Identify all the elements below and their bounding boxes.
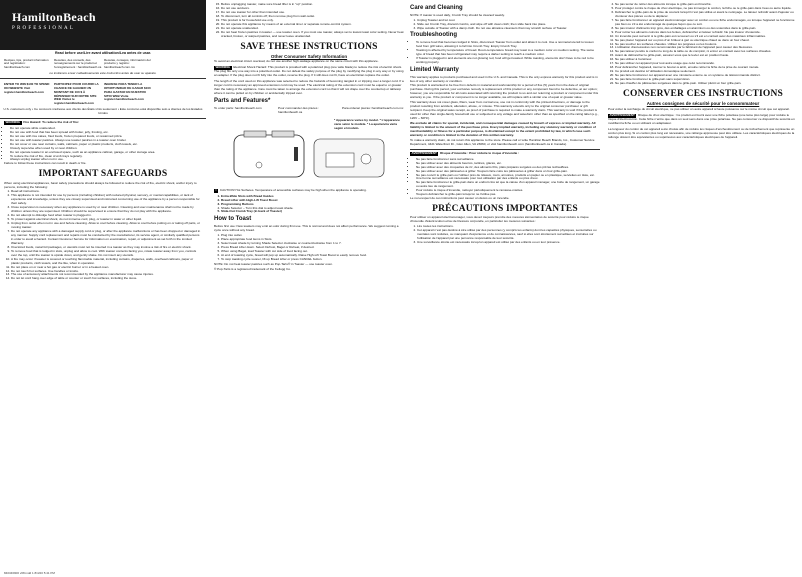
- list-item: • To reduce the risk of fire, clean crumb trays regularly.: [10, 155, 202, 159]
- list-item: • Do not use with food that has been spread with butter, jelly, frosting, etc.: [10, 131, 202, 135]
- logo-text: HamiltonBeach: [12, 10, 96, 24]
- fr-precautions-continued: [608, 3, 798, 86]
- list-item: 15. Before unplugging toaster, make sure bread lifter is in "up" position.: [221, 3, 404, 7]
- order-es: Para ordenar piezas: hamiltonbeach.com.mx: [342, 105, 404, 110]
- list-item: 5. Pour protéger contre le risque de choc électrique, ne pas immerger le cordon, la fiche ou le grille-pain dans l'eau ou autre liquide.: [615, 7, 798, 11]
- list-item: 4. Shade Selector – Turn this dial to adjust toast shade.: [221, 207, 404, 211]
- enter-en: ENTER TO WIN $100 TO SPEND ON WEBSITE Visit register.hamiltonbeach.com: [4, 82, 50, 94]
- list-item: 22. Do not heat frozen pastries in toaster — use toaster oven. If you must use toaster, always set to lowest toast color setting. Never heat cracked, broken, or warped pastries, and never leave unattended.: [221, 31, 404, 39]
- brand-logo: [12, 10, 96, 33]
- list-item: 19. This product is for household use only.: [221, 19, 404, 23]
- parts-title: Parts and Features*: [214, 98, 271, 105]
- list-item: 16. Ne pas utiliser à l'extérieur.: [615, 58, 798, 62]
- list-item: 18. Pour débrancher l'appareil, tourner le bouton à arrêt, ensuite retirer la fiche de la prise de courant murale.: [615, 66, 798, 70]
- list-item: • Ne pas couvrir le grille-pain ou l'utiliser près de rideaux, murs, armoires, produits en papier ou en plastique, serviettes en tissu, etc.: [416, 174, 600, 178]
- consumer-safety-title: Other Consumer Safety Information: [270, 53, 348, 59]
- how-intro: Before first use: New toasters may emit an odor during first use. This is normal and does not affect performance. We suggest running a cycle once without any bread.: [214, 224, 399, 233]
- list-item: 2. Cet appareil n'est pas destiné à être utilisé par des personnes (y compris les enfants) dont les capacités physiques, sensorielles ou mentales sont réduites, ou manquant d'expérience et de connaissances, sauf si elles sont étroitement surveillées et instruites sur l'utilisation de l'appareil par une personne responsable de leur sécurité.: [417, 229, 600, 241]
- list-item: 2. Place appropriate food items in Slots.: [221, 238, 404, 242]
- list-item: 4. Press Bread Lifter down. Select Defrost, Bagel or Reheat, if desired.: [221, 246, 404, 250]
- fire-hazard-heading: Fire Hazard: To reduce the risk of fire:: [23, 119, 80, 124]
- precautions-list: [410, 225, 600, 245]
- list-item: 19. Ce produit est destiné à l'utilisation domestique seulement.: [615, 70, 798, 74]
- fr-shock-text: Risque de choc électrique : Ce produit est fourni avec une fiche polarisée (une lame plus large) pour réduire le risque d'électrocution. Cette fiche n'entre que dans un seul sens dans une prise polarisée. Ne pas contourner ce dispositif de sécurité en modifiant la fiche ou en utilisant un adaptateur.: [608, 112, 795, 125]
- list-item: • Pour réduire le risque d'incendie, nettoyer périodiquement le ramasse-miettes.: [416, 189, 600, 193]
- caution-text: CAUTION! Hot Surfaces. Temperature of accessible surfaces may be high when the appliance is operating.: [219, 187, 367, 192]
- warranty-p5: To make a warranty claim, do not return this appliance to the store. Please call or write Hamilton Beach Brands, Inc., Customer Service Department, 4421 Waterfront Dr., Glen Allen, VA 23060, or visit hamiltonbeach.com (hamiltonbeach.ca in Canada).: [410, 137, 595, 146]
- list-item: 2. This appliance is not intended for use by persons (including children) with reduced physical, sensory, or mental capabilities, or lack of experience and knowledge, unless they are closely supervised and instructed concerning use of the appliance by a person responsible for their safety.: [11, 194, 202, 206]
- list-item: 17. Do not use toaster for other than intended use.: [221, 11, 404, 15]
- list-item: • Une bonne surveillance est nécessaire pour tout utilisation par des enfants ou près d'eux.: [416, 177, 600, 181]
- list-item: 6. Unplug from outlet when not in use and before cleaning. Allow to cool before cleaning. Allow to cool before putting on or taking off parts, or moving toaster.: [11, 222, 202, 230]
- list-item: 12. Do not touch hot surfaces. Use handles or knobs.: [11, 270, 202, 274]
- conserve-title: CONSERVER CES INSTRUCTIONS: [622, 89, 784, 100]
- list-item: • Do not operate while unattended.: [10, 127, 202, 131]
- precautions-title: PRÉCAUTIONS IMPORTANTES: [432, 204, 578, 215]
- list-item: 7. To stop toasting cycle sooner, lift up Bread Lifter or press CANCEL button.: [221, 258, 404, 262]
- list-item: 1. Read all instructions.: [11, 190, 202, 194]
- parts-list: [214, 195, 404, 215]
- troubleshooting-list: [410, 41, 600, 65]
- list-item: • Always unplug toaster when not in use.: [10, 158, 202, 162]
- warranty-title: Limited Warranty: [410, 66, 459, 73]
- safeguards-list: [4, 190, 202, 281]
- brand-header: [0, 0, 206, 50]
- invite-text: Le invitamos a leer cuidadosamente este instructivo antes de usar su aparato.: [49, 71, 157, 76]
- list-item: 20. Do not operate this appliance by means of an external timer or separate remote-control system.: [221, 23, 404, 27]
- list-item: 13. The use of accessory attachments not recommended by the appliance manufacturer may cause injuries.: [11, 273, 202, 277]
- list-item: • Do not operate toaster in an enclosed space, such as an appliance cabinet, garage, or other storage area.: [10, 151, 202, 155]
- enter-es: INGRESE PARA TENER LA OPORTUNIDAD DE GANAR $100 PARA GASTAR EN NUESTRO SITIO WEB Visite register.hamiltonbeach.com: [104, 82, 151, 102]
- list-item: 1. Lire toutes les instructions.: [417, 225, 600, 229]
- list-item: 9. Pour retirer les aliments coincés dans les fentes, débrancher et laisser refroidir. Ne pas insérer d'ustensile.: [615, 31, 798, 35]
- autres-title: Autres consignes de sécurité pour le consommateur: [646, 101, 760, 107]
- list-item: 8. Ne pas insérer d'aliments trop gros, des emballages en aluminium ou des ustensiles dans le grille-pain.: [615, 27, 798, 31]
- list-item: 14. Ne pas laisser pendre le cordon le long de la table ou du comptoir, ni entrer en contact avec les surfaces chaudes.: [615, 50, 798, 54]
- shock-hazard-text: Electrical Shock Hazard: This product is provided with a polarized plug (one wide blade) to reduce the risk of electric shock. The plug fits only one way into a polarized outlet. Do not defeat the safety purpose of the plug by modifying the plug in any way or by using an adapter. If the plug does not fit fully into the outlet, reverse the plug. If it still does not fit, have an electrician replace the outlet.: [214, 65, 404, 78]
- fire-hazard-list: [4, 127, 202, 163]
- fr-fire-footer: Le non-respect de ces instructions peut causer un décès ou un incendie.: [410, 196, 510, 201]
- list-item: 16. Do not use outdoors.: [221, 7, 404, 11]
- list-item: • Ne pas faire fonctionner sans surveillance.: [416, 158, 600, 162]
- cust-en: Recipes, tips, product information and registration: hamiltonbeach.com: [4, 57, 49, 70]
- safeguards-list-continued: [214, 3, 404, 39]
- list-item: 7. Ne pas faire fonctionner un appareil électroménager avec un cordon ou une fiche endommagés, ou lorsque l'appareil ne fonctionne pas bien ou s'il a été endommagé de quelque façon que ce soit.: [615, 19, 798, 27]
- toaster-diagram: [214, 117, 404, 187]
- list-item: 6. At end of toasting cycle, bread will pop up automatically. Raise High-Lift Toast Boost to easily remove food.: [221, 254, 404, 258]
- cust-fr: Recettes, des conseils, des renseignements sur le produit et l'enregistrement : hamiltonbeach.ca: [54, 57, 102, 70]
- list-item: 4. Do not attempt to dislodge food when toaster is plugged in.: [11, 214, 202, 218]
- cord-text: The length of the cord used on this appliance was selected to reduce the hazards of becoming tangled in or tripping over a longer cord. If a longer cord is necessary an approved extension cord may be used. The electrical rating of the extension cord must be equal to or greater than the rating of the appliance. Care must be taken to arrange the extension cord so that it will not drape over the countertop or tabletop where it can be pulled on by children or accidentally tripped over.: [214, 79, 404, 96]
- warning-badge: WARNING: [5, 119, 20, 124]
- avertissement-badge: AVERTISSEMENT: [411, 150, 437, 155]
- list-item: • Ne pas utiliser avec des croquettes de riz, des aliments frits, plats préparés surgelés ou des pizzas réchauffées.: [416, 166, 600, 170]
- safeguards-title: IMPORTANT SAFEGUARDS: [38, 169, 168, 180]
- list-item: • If Toaster is plugged in and elements are not glowing red, food will get toasted. While toasting, elements don't have to be red to be working properly.: [416, 57, 600, 65]
- list-item: 3. Wipe outside of Toaster with a damp cloth. Do not use abrasive cleansers that may scratch surface of Toaster.: [417, 27, 600, 31]
- list-item: 3. Programming Buttons: [221, 203, 404, 207]
- safeguards-intro: When using electrical appliances, basic safety precautions should always be followed to reduce the risk of fire, electric shock, and/or injury to persons, including the following:: [4, 180, 197, 189]
- how-to-toast-title: How to Toast: [214, 216, 252, 223]
- divider: [0, 118, 206, 119]
- list-item: • To remove food that becomes lodged in Slots, disconnect Toaster from outlet and allow it to cool. Use a nonmetal utensil to loosen food from grill wires, allowing it to fall into Crumb Tray. Empty Crumb Tray.: [416, 41, 600, 49]
- autres-text: Pour éviter la surcharge du circuit électrique, ne pas utiliser un autre appareil à haute puissance sur le même circuit que cet appareil.: [608, 106, 790, 111]
- precautions-intro: Pour utiliser un appareil électroménager, vous devez toujours prendre des mesures élémentaires de sécurité pour réduire le risque d'incendie d'électrocution et/ou de blessure corporelle, en particulier les mesures suivantes :: [410, 215, 589, 224]
- warranty-p2: This product is warranted to be free from defects in material and workmanship for a period of five (5) years from the date of original purchase. During this period, your exclusive remedy is replacement of this product or any component found to be defective, at our option; however, you are responsible for all costs associated with returning the product to us and our returning a product or component under this warranty to you. If the product or component is no longer available, we will replace with a similar one of equal or greater value.: [410, 83, 599, 100]
- list-item: 3. Une surveillance étroite est nécessaire lorsqu'un appareil est utilisé par des enfants ou en leur présence.: [417, 241, 600, 245]
- list-item: 12. Ne pas toucher les surfaces chaudes. Utiliser les poignées ou les boutons.: [615, 43, 798, 47]
- warranty-p1: This warranty applies to products purchased and used in the U.S. and Canada. This is the only express warranty for this product and is in lieu of any other warranty or condition.: [410, 74, 598, 83]
- list-item: 13. L'utilisation d'accessoires non recommandés par le fabricant de l'appareil peut causer des blessures.: [615, 46, 798, 50]
- cust-es: Recetas, consejos, información del producto y registro: hamiltonbeach.com.mx: [104, 57, 151, 70]
- list-item: 2. Bread Lifter with High-Lift Toast Boost: [221, 199, 404, 203]
- list-item: 21. Do not operate unattended.: [221, 27, 404, 31]
- column-1: [0, 0, 206, 281]
- print-footer: 840346900 v08.indd 1 8/4/20 5:41 PM: [4, 571, 55, 575]
- list-item: 5. Slide-Out Crumb Tray (in back of Toaster): [221, 210, 404, 214]
- list-item: 14. Do not let cord hang over edge of table or counter or touch hot surfaces, including the stove.: [11, 277, 202, 281]
- avertissement-badge: AVERTISSEMENT: [609, 112, 635, 117]
- list-item: 11. Ne pas placer l'appareil sur ou près d'un brûleur à gaz ou électrique chaud ou dans un four chaud.: [615, 39, 798, 43]
- cordon-text: La longueur du cordon de cet appareil a été choisie afin de réduire les risques d'enchevêtrement ou de trébuchement que représente un cordon plus long. Si un cordon plus long est nécessaire, une rallonge approuvée peut être utilisée. Les caractéristiques électriques de la rallonge doivent être équivalentes ou supérieures aux caractéristiques électriques de l'appareil.: [608, 126, 795, 139]
- list-item: 1. Unplug Toaster and let cool.: [417, 19, 600, 23]
- divider: [0, 78, 206, 79]
- list-item: 1. Plug into outlet.: [221, 234, 404, 238]
- warranty-p3: This warranty does not cover glass, filters, wear from normal use, use not in conformity with the printed directions, or damage to the product resulting from accident, alteration, abuse, or misuse. This warranty extends only to the original consumer purchaser or gift recipient. Keep the original sales receipt, as proof of purchase is required to make a warranty claim. This warranty is void if the product is used for other than single-family household use or subjected to any voltage and waveform other than as specified on the rating label (e.g., 120V ~ 60Hz).: [410, 100, 599, 121]
- list-item: 1. Extra-Wide Slots with Bread Guides: [221, 195, 404, 199]
- save-instructions-title: SAVE THESE INSTRUCTIONS: [240, 41, 378, 52]
- list-item: 15. Avant de débrancher le grille-pain, assurez-vous que le levier est en position haute.: [615, 54, 798, 58]
- enter-blank: [154, 83, 202, 106]
- list-item: • Closely supervise when used by or near children.: [10, 147, 202, 151]
- list-item: 3. Close supervision is necessary when any appliance is used by or near children. Cleaning and user maintenance shall not be made by children unless they are supervised. Children should be supervised to ensure that they do not play with the appliance.: [11, 206, 202, 214]
- enter-fr: PARTICIPEZ POUR COURIR LA CHANCE DE GAGNER UN MONTANT DE 100 $ À DÉPENSER SUR NOTRE SITE WEB Visitez le register.hamiltonbeach.com: [54, 82, 99, 106]
- list-item: 5. To protect against electrical shock, do not immerse cord, plug, or toaster in water or other liquid.: [11, 218, 202, 222]
- list-item: 21. Ne pas faire fonctionner le grille-pain sans supervision.: [615, 78, 798, 82]
- list-item: 20. Ne pas faire fonctionner cet appareil avec une minuterie externe ou un système de télécommande distinct.: [615, 74, 798, 78]
- logo-subtext: PROFESSIONAL: [12, 26, 76, 32]
- list-item: • Ne pas faire fonctionner le grille-pain dans un endroit clos tel que la caisse d'un appareil ménager, une boîte de rangement, un garage ou autre lieu de rangement.: [416, 181, 600, 189]
- column-4: [608, 0, 798, 141]
- column-2: [214, 0, 404, 273]
- list-item: • Do not use with rice cakes, fried foods, frozen prepared foods, or rewarmed pizza.: [10, 135, 202, 139]
- list-item: 22. Ne pas chauffer de pâtisseries surgelées dans le grille-pain. Utiliser plutôt un four grille-pain.: [615, 82, 798, 86]
- list-item: • Toujours débrancher le grille-pain lorsqu'on ne l'utilise pas.: [416, 193, 600, 197]
- care-title: Care and Cleaning: [410, 5, 463, 11]
- list-item: • Do not cover or use near curtains, walls, cabinets, paper or plastic products, cloth towels, etc.: [10, 143, 202, 147]
- list-item: 8. Oversized foods, metal foil packages, or utensils must not be inserted in a toaster as they may involve a risk of fire or electric shock.: [11, 246, 202, 250]
- list-item: 18. To disconnect, turn all controls off; then remove plug from wall outlet.: [221, 15, 404, 19]
- list-item: • Toasting is affected by temperature of bread. Room-temperature bread may toast to a medium color on medium setting. The same type of bread that has been refrigerated may require a darker setting to reach a medium color.: [416, 49, 600, 57]
- list-item: • Ne pas utiliser avec des aliments beurrés, tartinés, glacés, etc.: [416, 162, 600, 166]
- cust-blank: [154, 59, 202, 70]
- enter-to-win-grid: [0, 81, 206, 108]
- list-item: 5. When using Bagel, load Toaster with cut side of food facing out.: [221, 250, 404, 254]
- appearance-note: * Appearance varies by model. * L'apparence varie selon le modèle. * La apariencia varía según el modelo.: [334, 117, 400, 130]
- warranty-p4: We exclude all claims for special, incidental, and consequential damages caused by breach of express or implied warranty. All liability is limited to the amount of the purchase price. Every implied warranty, including any statutory warranty or condition of merchantability or fitness for a particular purpose, is disclaimed except to the extent prohibited by law, in which case such warranty or condition is limited to the duration of this written warranty.: [410, 121, 596, 137]
- list-item: 4. Ne pas tenter de retirer des aliments lorsque le grille-pain est branché.: [615, 3, 798, 7]
- care-steps: [410, 19, 600, 31]
- order-parts-grid: [214, 107, 404, 115]
- list-item: 3. Select toast shade by turning Shade Selector clockwise or counterclockwise from 1 to 7.: [221, 242, 404, 246]
- list-item: • Do not use with toaster pastries. Always use toaster pastries in a toaster oven broiler.: [10, 139, 202, 143]
- warning-badge: WARNING: [215, 65, 230, 70]
- list-item: 6. Débrancher le grille-pain de la prise de courant lorsqu'il n'est pas utilisé et avant le nettoyage. Le laisser refroidir avant d'ajouter ou d'enlever des pièces ou de le déplacer.: [615, 11, 798, 19]
- how-steps-list: [214, 234, 404, 262]
- list-item: 11. Do not place on or near a hot gas or electric burner or in a heated oven.: [11, 266, 202, 270]
- caution-badge: !: [215, 187, 217, 192]
- list-item: • Ne pas utiliser avec des pâtisseries à griller. Toujours faire cuire les pâtisseries à griller dans un four grille-pain.: [416, 170, 600, 174]
- column-3: [410, 0, 600, 245]
- customer-info-grid: [0, 57, 206, 72]
- list-item: 2. Slide out Crumb Tray, discard crumbs, and wipe off with clean cloth; then slide back into place.: [417, 23, 600, 27]
- order-fr: Pour commander des pièces : hamiltonbeach.ca: [278, 105, 320, 114]
- fr-fire-heading: Risque d'incendie : Pour réduire le risque d'incendie :: [440, 150, 520, 155]
- eligibility-note: U.S. customers only • Ce concours s'adresse aux clients des États-Unis seulement • Este concurso está disponible solo a clientes de los Estados Unidos: [3, 107, 203, 115]
- list-item: 7. Do not operate any appliance with a damaged supply cord or plug, or after the appliance malfunctions or has been dropped or damaged in any manner. Supply cord replacement and repairs must be conducted by the manufacturer, its service agent, or similarly qualified persons in order to avoid a hazard. Contact Customer Service for information on examination, repair, or adjustment as set forth in the Limited Warranty.: [11, 230, 202, 246]
- consumer-safety-text: To avoid an electrical circuit overload, do not use another high-wattage appliance on the same circuit with this appliance.: [214, 59, 379, 64]
- trademark-note: ® Pop-Tarts is a registered trademark of the Kellogg Co.: [214, 266, 291, 271]
- fire-footer: Failure to follow these instructions can result in death or fire.: [4, 161, 87, 166]
- troubleshooting-title: Troubleshooting: [410, 32, 457, 39]
- list-item: 17. Ne pas utiliser cet appareil pour tout autre usage que celui recommandé.: [615, 62, 798, 66]
- divider: [410, 149, 600, 150]
- list-item: 10. A fire may occur if toaster is covered or touching flammable material, including curtains, draperies, walls, overhead cabinets, paper or plastic products, cloth towels, and the like, when in operation.: [11, 258, 202, 266]
- order-en: To order parts: hamiltonbeach.com: [214, 105, 262, 110]
- pastry-note: NOTE: Do not heat toaster pastries such as Pop-Tarts® in Toaster — use toaster oven.: [214, 261, 333, 266]
- list-item: 10. Un incendie peut survenir si le grille-pain est recouvert ou s'il est en contact avec des matériaux inflammables.: [615, 35, 798, 39]
- read-before-use-banner: Read before use/Lire avant utilisation/Lea antes de usar.: [54, 51, 152, 55]
- fire-hazard-section: [0, 121, 206, 281]
- fr-fire-list: [410, 158, 600, 198]
- care-note: NOTE: If toaster is used daily, Crumb Tray should be cleaned weekly.: [410, 12, 505, 17]
- list-item: 9. To remove food that is lodged in slots, unplug and allow to cool. With toaster contents facing you, rotate toaster away from you, controls over the top, until the toaster is upside down, and gently shake. Do not insert any utensils.: [11, 250, 202, 258]
